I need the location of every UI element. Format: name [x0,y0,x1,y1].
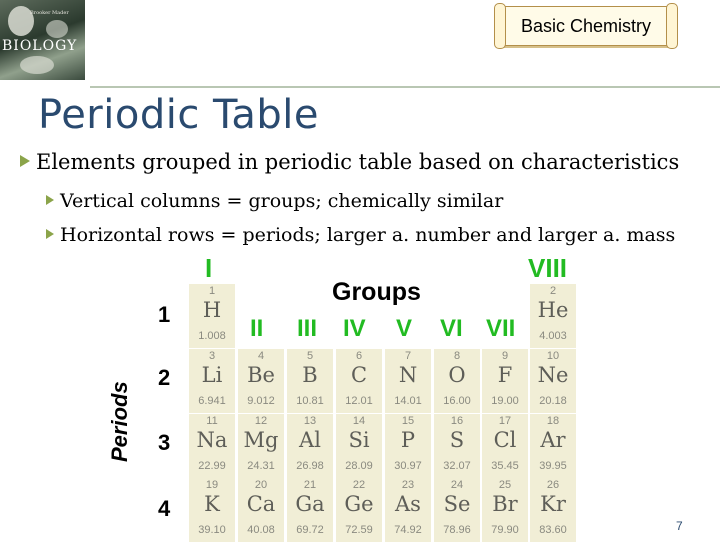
element-cell [482,349,528,413]
element-cell [434,414,480,478]
atomic-number: 16 [450,415,464,427]
atomic-mass: 22.99 [198,460,226,472]
atomic-number: 19 [205,479,219,491]
atomic-mass: 26.98 [296,460,324,472]
element-cell [238,349,284,413]
periods-axis-label: Periods [107,381,132,462]
bullet-sub-text: Horizontal rows = periods; larger a. number and larger a. mass [60,224,676,246]
element-symbol: Se [443,492,471,516]
atomic-mass: 16.00 [443,395,471,407]
element-cell [189,349,235,413]
bullet-arrow-icon [46,229,54,239]
atomic-mass: 79.90 [491,524,519,536]
element-cell [530,414,576,478]
atomic-number: 4 [257,350,265,362]
header-divider [90,86,720,88]
group-label-IV: IV [343,315,366,342]
element-cell [385,349,431,413]
element-symbol: As [395,492,421,516]
bullet-main-text: Elements grouped in periodic table based on characteristics [36,150,680,174]
atomic-mass: 35.45 [491,460,519,472]
group-label-III: III [297,315,318,342]
element-symbol: He [537,298,569,322]
element-cell [336,478,382,542]
atomic-number: 9 [501,350,509,362]
element-symbol: S [449,428,465,452]
group-label-II: II [250,315,264,342]
atomic-number: 21 [303,479,317,491]
element-cell [530,478,576,542]
atomic-mass: 78.96 [443,524,471,536]
cover-subtitle: Brooker Mader [30,10,69,16]
atomic-mass: 28.09 [345,460,373,472]
element-symbol: O [448,363,466,387]
element-symbol: Ca [246,492,276,516]
element-cell [385,478,431,542]
atomic-mass: 14.01 [394,395,422,407]
atomic-number: 20 [254,479,268,491]
atomic-mass: 20.18 [539,395,567,407]
element-symbol: Cl [493,428,517,452]
element-symbol: Be [247,363,275,387]
cover-title: BIOLOGY [2,38,78,54]
period-number-1: 1 [158,302,171,327]
atomic-number: 2 [549,285,557,297]
atomic-number: 22 [352,479,366,491]
atomic-mass: 72.59 [345,524,373,536]
atomic-number: 3 [208,350,216,362]
atomic-mass: 69.72 [296,524,324,536]
element-symbol: Ga [295,492,325,516]
element-cell [482,414,528,478]
atomic-number: 24 [450,479,464,491]
element-cell [189,414,235,478]
element-cell [287,414,333,478]
element-symbol: Na [196,428,228,452]
element-cell [287,478,333,542]
atomic-number: 18 [546,415,560,427]
element-symbol: B [302,363,318,387]
element-cell [238,478,284,542]
element-cell [336,414,382,478]
group-label-V: V [396,315,413,342]
atomic-mass: 74.92 [394,524,422,536]
slide-title: Periodic Table [38,92,319,138]
element-symbol: Kr [540,492,566,516]
atomic-mass: 83.60 [539,524,567,536]
element-cell [530,349,576,413]
element-cell [385,414,431,478]
element-cell [189,478,235,542]
book-cover-image [0,0,85,80]
groups-title: Groups [332,278,421,306]
element-symbol: Si [348,428,370,452]
atomic-number: 23 [401,479,415,491]
atomic-mass: 10.81 [296,395,324,407]
element-symbol: C [350,363,368,387]
atomic-number: 7 [404,350,412,362]
atomic-number: 5 [306,350,314,362]
element-symbol: H [202,298,222,322]
period-number-4: 4 [158,496,171,521]
group-label-I: I [205,253,213,283]
atomic-number: 12 [254,415,268,427]
period-number-3: 3 [158,430,171,455]
atomic-number: 6 [355,350,363,362]
atomic-number: 1 [208,285,216,297]
element-symbol: Ge [344,492,374,516]
topic-banner-text: Basic Chemistry [520,16,652,36]
element-symbol: N [398,363,418,387]
page-number: 7 [676,519,683,533]
atomic-number: 26 [546,479,560,491]
atomic-mass: 32.07 [443,460,471,472]
element-symbol: Al [299,428,321,452]
bullet-sub-1 [46,190,503,212]
topic-banner [500,6,672,46]
element-cell [238,414,284,478]
element-symbol: Br [492,492,518,516]
atomic-mass: 24.31 [247,460,275,472]
element-cell [482,478,528,542]
atomic-number: 15 [401,415,415,427]
element-symbol: F [497,363,513,387]
atomic-mass: 19.00 [491,395,519,407]
bullet-sub-2 [46,224,675,246]
element-symbol: Ne [537,363,569,387]
atomic-number: 8 [453,350,461,362]
element-cell [434,349,480,413]
atomic-mass: 1.008 [198,330,226,342]
atomic-number: 17 [498,415,512,427]
atomic-mass: 39.10 [198,524,226,536]
atomic-mass: 30.97 [394,460,422,472]
atomic-number: 14 [352,415,366,427]
element-cell [189,284,235,348]
element-symbol: Mg [243,428,279,452]
atomic-mass: 12.01 [345,395,373,407]
element-symbol: P [400,428,416,452]
period-number-2: 2 [158,365,171,390]
element-cell [530,284,576,348]
atomic-mass: 6.941 [198,395,226,407]
atomic-mass: 39.95 [539,460,567,472]
bullet-arrow-icon [46,195,54,205]
element-symbol: K [204,492,220,516]
element-symbol: Ar [540,428,566,452]
element-cell [336,349,382,413]
atomic-number: 13 [303,415,317,427]
atomic-number: 11 [206,415,218,427]
atomic-number: 10 [546,350,560,362]
group-label-VIII: VIII [528,253,568,283]
bullet-arrow-icon [20,155,30,167]
element-cell [434,478,480,542]
atomic-mass: 40.08 [247,524,275,536]
bullet-sub-text: Vertical columns = groups; chemically similar [60,190,504,212]
atomic-mass: 4.003 [539,330,567,342]
element-symbol: Li [201,363,223,387]
atomic-number: 25 [498,479,512,491]
bullet-main [20,150,679,174]
group-label-VII: VII [486,315,516,342]
element-cell [287,349,333,413]
group-label-VI: VI [440,315,463,342]
atomic-mass: 9.012 [247,395,275,407]
